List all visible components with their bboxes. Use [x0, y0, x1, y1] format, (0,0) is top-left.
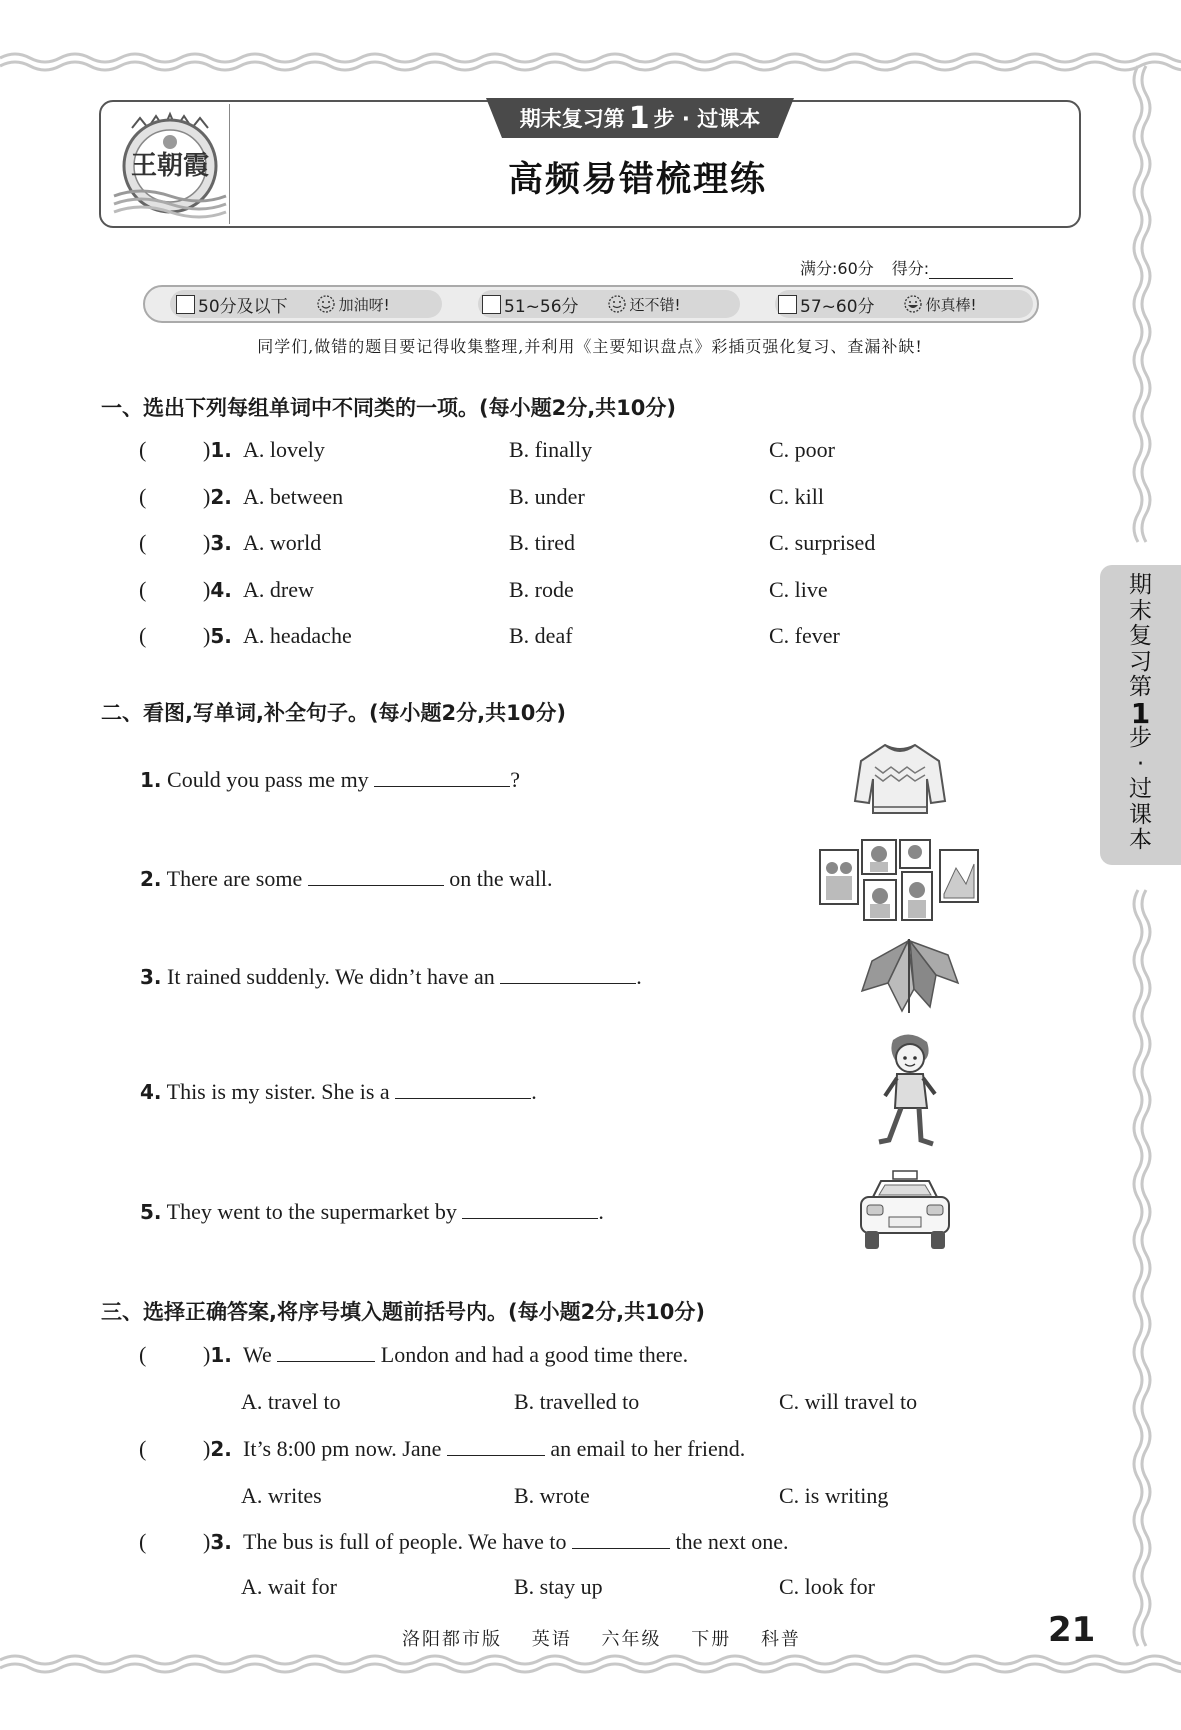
option-a: A. headache — [243, 623, 352, 648]
sweater-picture — [853, 741, 947, 819]
happy-face-icon — [903, 294, 923, 314]
answer-paren-close: )2. — [203, 1436, 232, 1461]
answer-paren-close: )1. — [203, 437, 232, 462]
section-2-question-1: 1. Could you pass me my ? — [140, 767, 520, 792]
rating-range-1: 50分及以下 — [198, 296, 288, 317]
answer-paren-close: )3. — [203, 1529, 232, 1554]
rating-item-3 — [778, 292, 977, 316]
taxi-picture — [855, 1169, 955, 1253]
full-score-label: 满分:60分 — [800, 259, 874, 278]
option-c: C. surprised — [769, 530, 876, 555]
answer-paren-open[interactable]: ( — [139, 530, 147, 555]
option-c: C. is writing — [779, 1483, 889, 1508]
answer-paren-open[interactable]: ( — [139, 1436, 147, 1461]
answer-paren-close: )2. — [203, 484, 232, 509]
step-banner-number: 1 — [628, 100, 650, 136]
answer-paren-open[interactable]: ( — [139, 484, 147, 509]
answer-blank[interactable] — [500, 964, 636, 984]
answer-blank[interactable] — [308, 866, 444, 886]
option-c: C. look for — [779, 1574, 875, 1599]
answer-paren-open[interactable]: ( — [139, 437, 147, 462]
option-c: C. kill — [769, 484, 825, 509]
footer-publisher: 科普 — [760, 1629, 801, 1650]
side-tab-top: 期末复习第 — [1129, 572, 1152, 700]
footer-volume: 下册 — [691, 1629, 732, 1650]
option-b: B. rode — [509, 577, 574, 602]
option-b: B. stay up — [514, 1574, 603, 1599]
footer-grade: 六年级 — [601, 1629, 662, 1650]
score-blank[interactable] — [929, 263, 1013, 279]
rating-note-1: 加油呀! — [338, 295, 390, 314]
photos-picture — [818, 838, 980, 922]
section-2-question-2: 2. There are some on the wall. — [140, 866, 553, 891]
answer-paren-close: )5. — [203, 623, 232, 648]
cheer-face-icon — [316, 294, 336, 314]
page-title: 高频易错梳理练 — [507, 160, 767, 200]
rating-note-2: 还不错! — [629, 295, 681, 314]
question-stem: It’s 8:00 pm now. Jane an email to her friend. — [243, 1436, 746, 1461]
answer-blank[interactable] — [374, 767, 510, 787]
svg-text:王朝霞: 王朝霞 — [130, 151, 210, 181]
answer-blank[interactable] — [462, 1199, 598, 1219]
footer-edition: 洛阳都市版 — [402, 1629, 502, 1650]
answer-blank[interactable] — [447, 1436, 545, 1456]
option-c: C. poor — [769, 437, 835, 462]
section-2-title: 二、看图,写单词,补全句子。(每小题2分,共10分) — [101, 701, 566, 725]
score-line — [800, 256, 1013, 279]
section-2-question-3: 3. It rained suddenly. We didn’t have an . — [140, 964, 642, 989]
answer-paren-open[interactable]: ( — [139, 1529, 147, 1554]
umbrella-picture — [858, 939, 962, 1015]
option-a: A. writes — [241, 1483, 322, 1508]
option-a: A. world — [243, 530, 322, 555]
page-number: 21 — [1048, 1610, 1096, 1650]
answer-blank[interactable] — [572, 1529, 670, 1549]
got-score-label: 得分: — [891, 259, 930, 278]
option-c: C. live — [769, 577, 828, 602]
option-a: A. between — [243, 484, 344, 509]
option-c: C. will travel to — [779, 1389, 918, 1414]
side-tab-number: 1 — [1130, 696, 1151, 730]
footer — [402, 1625, 823, 1651]
smile-face-icon — [607, 294, 627, 314]
question-stem: The bus is full of people. We have to the next one. — [243, 1529, 789, 1554]
section-3-title: 三、选择正确答案,将序号填入题前括号内。(每小题2分,共10分) — [101, 1300, 705, 1324]
rating-checkbox-3[interactable] — [778, 295, 797, 314]
question-stem: We London and had a good time there. — [243, 1342, 689, 1367]
rating-item-1 — [176, 292, 390, 316]
option-a: A. wait for — [241, 1574, 337, 1599]
option-a: A. travel to — [241, 1389, 341, 1414]
section-2-question-5: 5. They went to the supermarket by . — [140, 1199, 604, 1224]
rating-checkbox-2[interactable] — [482, 295, 501, 314]
answer-paren-open[interactable]: ( — [139, 1342, 147, 1367]
answer-blank[interactable] — [395, 1079, 531, 1099]
intro-note: 同学们,做错的题目要记得收集整理,并利用《主要知识盘点》彩插页强化复习、查漏补缺! — [257, 337, 923, 356]
option-c: C. fever — [769, 623, 840, 648]
rating-checkbox-1[interactable] — [176, 295, 195, 314]
answer-paren-open[interactable]: ( — [139, 623, 147, 648]
side-tab-text — [1100, 573, 1181, 854]
option-b: B. deaf — [509, 623, 573, 648]
step-banner-prefix: 期末复习第 — [519, 107, 625, 131]
rating-note-3: 你真棒! — [925, 295, 977, 314]
step-banner — [486, 98, 794, 138]
answer-paren-close: )4. — [203, 577, 232, 602]
footer-subject: 英语 — [531, 1629, 572, 1650]
option-b: B. finally — [509, 437, 593, 462]
rating-range-3: 57~60分 — [800, 296, 875, 317]
answer-paren-close: )3. — [203, 530, 232, 555]
option-b: B. tired — [509, 530, 575, 555]
option-b: B. under — [509, 484, 585, 509]
step-banner-suffix: 步 · 过课本 — [653, 107, 761, 131]
section-1-title: 一、选出下列每组单词中不同类的一项。(每小题2分,共10分) — [101, 396, 677, 420]
option-a: A. drew — [243, 577, 314, 602]
rating-range-2: 51~56分 — [504, 296, 579, 317]
option-b: B. wrote — [514, 1483, 590, 1508]
side-tab-bottom: 步·过课本 — [1129, 725, 1152, 853]
answer-paren-open[interactable]: ( — [139, 577, 147, 602]
logo-divider — [229, 104, 230, 224]
girl-picture — [875, 1032, 945, 1152]
publisher-logo — [110, 106, 230, 222]
rating-item-2 — [482, 292, 681, 316]
answer-paren-close: )1. — [203, 1342, 232, 1367]
option-b: B. travelled to — [514, 1389, 640, 1414]
option-a: A. lovely — [243, 437, 325, 462]
answer-blank[interactable] — [277, 1342, 375, 1362]
section-2-question-4: 4. This is my sister. She is a . — [140, 1079, 537, 1104]
